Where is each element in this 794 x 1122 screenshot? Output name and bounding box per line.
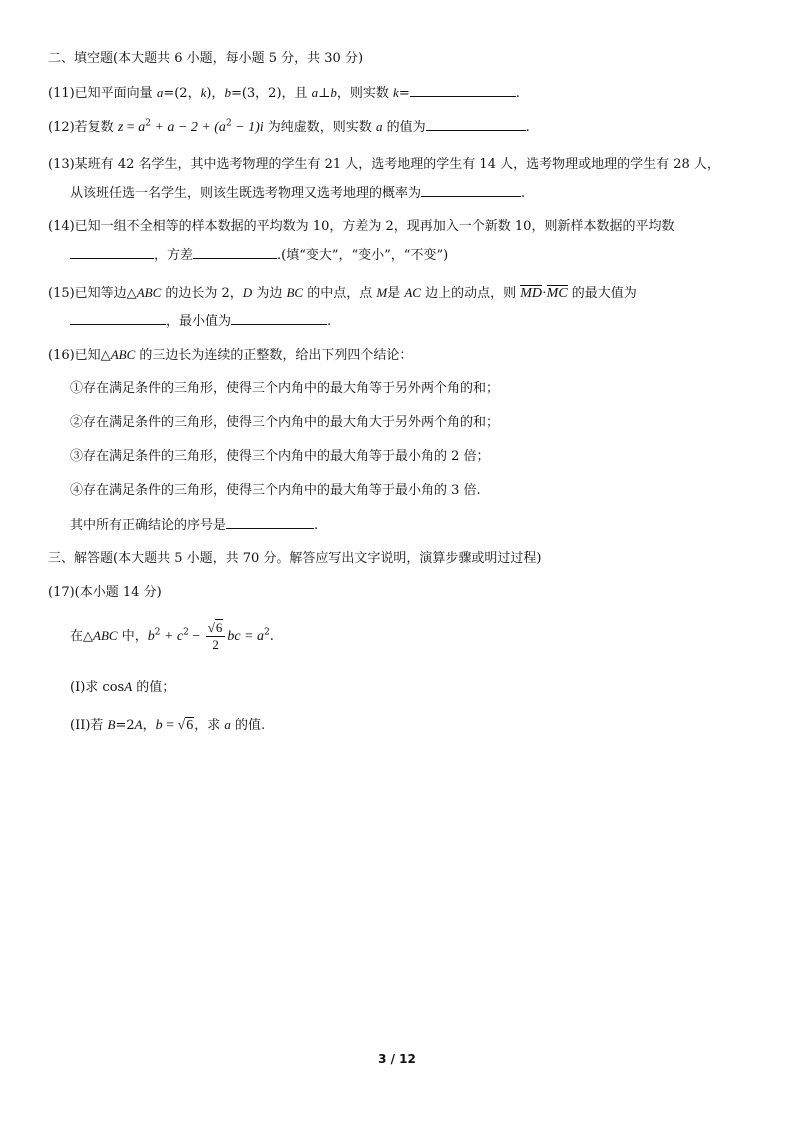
q12-period: . bbox=[525, 120, 530, 135]
q15-text: 的中点，点 bbox=[303, 286, 377, 301]
q12-answer-blank[interactable] bbox=[426, 118, 526, 131]
page-number: 3 / 12 bbox=[378, 1052, 416, 1066]
q16-statement-2 bbox=[70, 414, 499, 432]
q17-math: b bbox=[147, 629, 155, 644]
q12-math: − 1)i bbox=[231, 120, 264, 135]
q17-var: B bbox=[107, 717, 116, 732]
q15-vector-mc: MC bbox=[546, 286, 568, 301]
q15-text: 的最大值为 bbox=[567, 286, 637, 301]
q17-title-text: (17)(本小题 14 分) bbox=[48, 585, 162, 600]
q15-max-blank[interactable] bbox=[70, 312, 166, 325]
q16-statement-3 bbox=[70, 448, 490, 466]
q17-var: A bbox=[124, 679, 133, 694]
q14-variance-blank[interactable] bbox=[193, 246, 277, 259]
q11-text: )， bbox=[206, 86, 225, 101]
q16-text: 其中所有正确结论的序号是 bbox=[70, 518, 227, 533]
q15-vector-md: MD bbox=[520, 286, 542, 301]
q12-math: = bbox=[123, 120, 139, 135]
q17-math: = bbox=[162, 718, 178, 733]
q12-exponent: 2 bbox=[225, 118, 232, 129]
q17-sqrt-value: 6 bbox=[215, 620, 223, 635]
q11-text: ⊥ bbox=[318, 86, 331, 101]
q11-var: b bbox=[224, 85, 231, 100]
q16-var: ABC bbox=[110, 347, 136, 362]
question-15-line-1 bbox=[48, 284, 637, 303]
q11-text: =(2， bbox=[163, 86, 201, 101]
q12-math: z bbox=[117, 120, 124, 135]
q16-statement-text: ①存在满足条件的三角形，使得三个内角中的最大角等于另外两个角的和； bbox=[70, 381, 500, 396]
q17-text: . bbox=[269, 629, 274, 644]
q17-sqrt-symbol: √ bbox=[177, 718, 186, 733]
section-2-header bbox=[48, 50, 363, 68]
q15-dot: · bbox=[542, 286, 547, 301]
section-2-header-text: 二、填空题(本大题共 6 小题，每小题 5 分，共 30 分) bbox=[48, 51, 364, 66]
section-3-header bbox=[48, 550, 542, 568]
q15-text: 边上的动点，则 bbox=[420, 286, 521, 301]
q11-text: = bbox=[398, 86, 410, 101]
q12-exponent: 2 bbox=[145, 118, 151, 129]
q12-text: 的值为 bbox=[382, 120, 426, 135]
q16-period: . bbox=[314, 518, 319, 533]
question-16-intro bbox=[48, 346, 412, 365]
q15-text: 为边 bbox=[252, 286, 287, 301]
q17-fraction bbox=[206, 620, 226, 653]
question-13-line-1 bbox=[48, 156, 720, 174]
q13-text: (13)某班有 42 名学生，其中选考物理的学生有 21 人，选考地理的学生有 14 人，选考物理或地理的学生有 28 人， bbox=[48, 157, 720, 172]
q17-var: ABC bbox=[93, 628, 118, 643]
q15-period: . bbox=[327, 314, 332, 329]
q11-text: (11)已知平面向量 bbox=[48, 86, 157, 101]
q17-sqrt-value: 6 bbox=[186, 718, 194, 733]
q17-text: 的值. bbox=[230, 718, 266, 733]
q11-answer-blank[interactable] bbox=[410, 84, 516, 97]
q15-text: 的边长为 2， bbox=[161, 286, 243, 301]
question-17-title bbox=[48, 584, 162, 602]
q16-conclusion bbox=[70, 516, 318, 535]
q17-text: (I)求 cos bbox=[70, 680, 125, 695]
q16-statement-1 bbox=[70, 380, 499, 398]
q11-var: b bbox=[330, 85, 337, 100]
q17-text: ， bbox=[142, 718, 156, 733]
q17-math: + c bbox=[160, 629, 184, 644]
q15-var: AC bbox=[404, 285, 421, 300]
q17-exponent: 2 bbox=[183, 627, 189, 638]
q16-answer-blank[interactable] bbox=[226, 516, 314, 529]
q17-text: =2 bbox=[115, 718, 135, 733]
question-11 bbox=[48, 84, 520, 103]
q17-part-2 bbox=[70, 716, 265, 735]
q16-text: 的三边长为连续的正整数，给出下列四个结论： bbox=[135, 348, 413, 363]
q13-period: . bbox=[521, 186, 526, 201]
q15-var: M bbox=[376, 285, 388, 300]
question-14-line-1 bbox=[48, 218, 674, 236]
q12-math: a bbox=[138, 120, 146, 135]
q16-statement-4 bbox=[70, 482, 481, 500]
q17-given bbox=[70, 618, 274, 658]
q16-text: (16)已知△ bbox=[48, 348, 111, 363]
question-12 bbox=[48, 118, 530, 137]
q11-var: a bbox=[156, 85, 164, 100]
question-13-line-2 bbox=[70, 184, 525, 203]
q11-var: k bbox=[393, 85, 399, 100]
q11-var: k bbox=[200, 85, 207, 100]
q15-min-blank[interactable] bbox=[231, 312, 327, 325]
q15-text: (15)已知等边△ bbox=[48, 286, 137, 301]
q16-statement-text: ④存在满足条件的三角形，使得三个内角中的最大角等于最小角的 3 倍. bbox=[70, 483, 481, 498]
q17-math: bc bbox=[227, 629, 241, 644]
q16-statement-text: ③存在满足条件的三角形，使得三个内角中的最大角等于最小角的 2 倍； bbox=[70, 449, 490, 464]
q15-var: D bbox=[242, 285, 253, 300]
section-3-header-text: 三、解答题(本大题共 5 小题，共 70 分。解答应写出文字说明，演算步骤或明过过程) bbox=[48, 551, 542, 566]
q12-text: (12)若复数 bbox=[48, 120, 118, 135]
q17-math: = a bbox=[240, 629, 265, 644]
q17-math: b bbox=[155, 718, 163, 733]
q13-text: 从该班任选一名学生，则该生既选考物理又选考地理的概率为 bbox=[70, 186, 422, 201]
q14-text: ，方差 bbox=[154, 248, 194, 263]
q17-text: 中， bbox=[117, 629, 148, 644]
q14-mean-blank[interactable] bbox=[70, 246, 154, 259]
q17-text: 的值； bbox=[132, 680, 176, 695]
q17-var: A bbox=[134, 717, 143, 732]
q15-var: BC bbox=[286, 285, 304, 300]
q11-text: ，则实数 bbox=[336, 86, 394, 101]
q17-text: 在△ bbox=[70, 629, 93, 644]
q14-text: .(填“变大”，“变小”，“不变”) bbox=[277, 248, 449, 263]
q12-text: 为纯虚数，则实数 bbox=[263, 120, 376, 135]
q17-fraction-denominator: 2 bbox=[212, 637, 219, 652]
q12-math: + a − 2 + (a bbox=[150, 120, 226, 135]
q12-var: a bbox=[375, 119, 383, 134]
q17-text: ，求 bbox=[194, 718, 225, 733]
question-14-line-2 bbox=[70, 246, 448, 265]
q17-exponent: 2 bbox=[154, 627, 161, 638]
q15-text: ，最小值为 bbox=[166, 314, 232, 329]
q17-exponent: 2 bbox=[264, 627, 270, 638]
q14-text: (14)已知一组不全相等的样本数据的平均数为 10，方差为 2，现再加入一个新数 10，则新样本数据的平均数 bbox=[48, 219, 675, 234]
q17-math: − bbox=[188, 629, 204, 644]
q17-part-1 bbox=[70, 678, 175, 697]
q15-var: ABC bbox=[136, 285, 162, 300]
q17-fraction-numerator: √6 bbox=[206, 620, 226, 637]
q15-text: 是 bbox=[387, 286, 405, 301]
question-15-line-2 bbox=[70, 312, 331, 331]
q11-text: =(3，2)，且 bbox=[230, 86, 312, 101]
q16-statement-text: ②存在满足条件的三角形，使得三个内角中的最大角大于另外两个角的和； bbox=[70, 415, 500, 430]
q11-period: . bbox=[515, 86, 520, 101]
q17-var: a bbox=[224, 717, 231, 732]
q11-var: a bbox=[311, 85, 319, 100]
q13-answer-blank[interactable] bbox=[421, 184, 521, 197]
q17-text: (II)若 bbox=[70, 718, 108, 733]
